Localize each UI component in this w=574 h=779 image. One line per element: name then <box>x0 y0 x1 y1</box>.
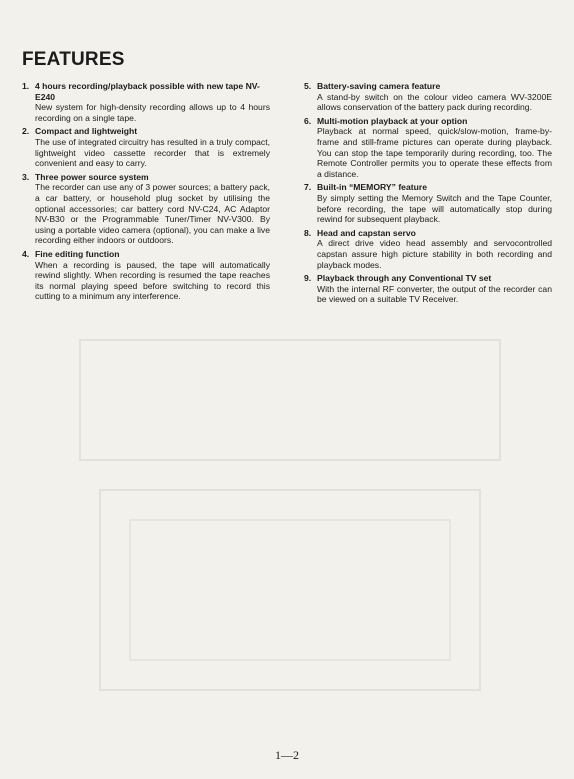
features-left-column <box>22 81 270 305</box>
page-number: 1—2 <box>275 748 299 762</box>
feature-description: When a recording is paused, the tape will automatically rewind slightly. When recording is resumed the tape reaches its normal playing speed before switching to record this cutting to a minimum any interference. <box>35 259 270 302</box>
feature-description: The use of integrated circuitry has resulted in a truly compact, lightweight video cassette recorder that is extremely convenient and easy to carry. <box>35 136 270 169</box>
feature-item <box>22 249 270 302</box>
feature-item <box>304 228 552 270</box>
feature-title <box>304 228 552 239</box>
feature-title-text: Compact and lightweight <box>35 126 138 137</box>
show-through-illustration <box>60 330 520 710</box>
feature-description: Playback at normal speed, quick/slow-motion, frame-by-frame and still-frame pictures can operate during playback. You can stop the tape temporarily during recording, too. The Remote Controller permits you to operate these effects from a distance. <box>317 126 552 179</box>
feature-description: New system for high-density recording allows up to 4 hours recording on a single tape. <box>35 102 270 123</box>
feature-title-text: Built-in “MEMORY” feature <box>317 182 427 193</box>
feature-number: 3. <box>22 171 30 182</box>
page-title: FEATURES <box>22 49 125 70</box>
feature-number: 8. <box>304 227 312 238</box>
feature-description: The recorder can use any of 3 power sources; a battery pack, a car battery, or household plug socket by utilising the optional accessories; car battery cord NV-C24, AC Adaptor NV-B30 or the Programmable Tuner/Timer NV-V300. By using a portable video camera (optional), you can make a live recording either indoors or outdoors. <box>35 182 270 246</box>
feature-title-text: Multi-motion playback at your option <box>317 115 468 126</box>
feature-title <box>22 172 270 183</box>
feature-title-text: Three power source system <box>35 171 149 182</box>
feature-description: With the internal RF converter, the output of the recorder can be viewed on a suitable TV Receiver. <box>317 283 552 305</box>
feature-title-text: Battery-saving camera feature <box>317 81 441 91</box>
feature-number: 2. <box>22 126 30 137</box>
feature-number: 9. <box>304 273 312 284</box>
feature-title <box>304 81 552 92</box>
feature-title <box>304 116 552 127</box>
feature-number: 7. <box>304 182 312 193</box>
features-right-column <box>304 81 552 308</box>
feature-title-text: Head and capstan servo <box>317 227 416 238</box>
feature-title <box>304 273 552 284</box>
feature-title <box>22 81 270 102</box>
feature-title <box>22 249 270 260</box>
feature-item <box>304 182 552 224</box>
feature-item <box>304 81 552 113</box>
feature-title-text: Fine editing function <box>35 248 120 259</box>
feature-number: 1. <box>22 81 30 91</box>
feature-item <box>22 172 270 246</box>
feature-description: A direct drive video head assembly and servocontrolled capstan assure high picture stability in both recording and playback modes. <box>317 238 552 270</box>
feature-title-text: Playback through any Conventional TV set <box>317 273 492 284</box>
feature-item <box>304 116 552 180</box>
feature-description: A stand-by switch on the colour video camera WV-3200E allows conservation of the battery pack during recording. <box>317 91 552 113</box>
feature-number: 5. <box>304 81 312 91</box>
feature-title-text: 4 hours recording/playback possible with new tape NV-E240 <box>35 81 260 102</box>
feature-item <box>22 81 270 123</box>
feature-number: 6. <box>304 115 312 126</box>
feature-item <box>304 273 552 305</box>
feature-description: By simply setting the Memory Switch and the Tape Counter, before recording, the tape will automatically stop during rewind for subsequent playback. <box>317 192 552 225</box>
feature-number: 4. <box>22 248 30 259</box>
feature-title <box>304 182 552 193</box>
feature-title <box>22 126 270 137</box>
feature-item <box>22 126 270 168</box>
